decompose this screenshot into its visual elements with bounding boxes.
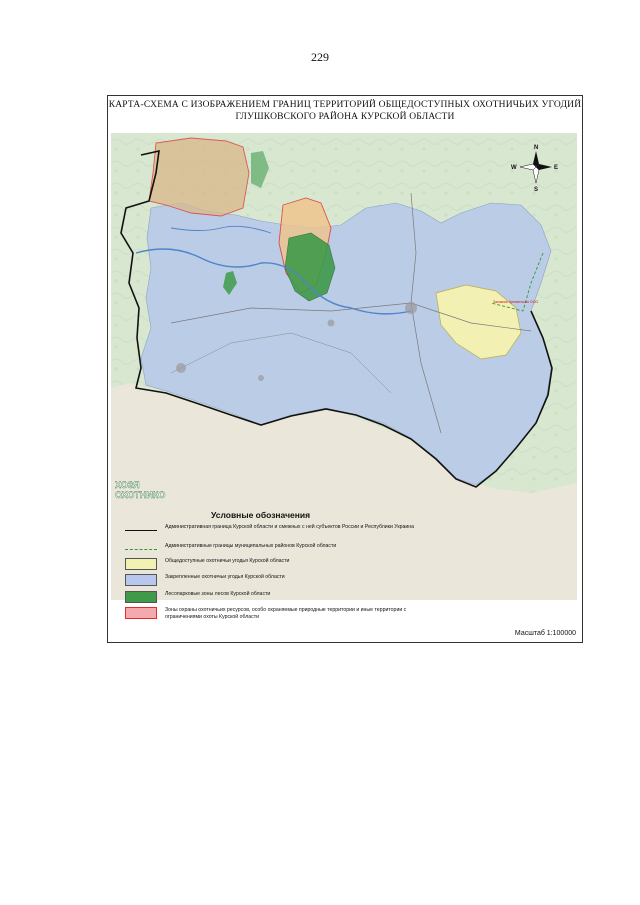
blue-swatch-icon bbox=[125, 574, 157, 586]
logo-line-1: ХОЗЯ bbox=[115, 480, 140, 490]
legend-title: Условные обозначения bbox=[211, 510, 311, 520]
legend-item-text: Зоны охраны охотничьих ресурсов, особо охраняемые природные территории и иные территории с ограничениями охоты Курской области bbox=[165, 607, 407, 620]
map-title-line-2: ГЛУШКОВСКОГО РАЙОНА КУРСКОЙ ОБЛАСТИ bbox=[235, 112, 455, 122]
reserve-label: Заказник Кременская ООО bbox=[493, 300, 539, 304]
legend-item-text: Общедоступные охотничьи угодья Курской области bbox=[165, 558, 290, 564]
legend-item-text: Лесопарковые зоны лесов Курской области bbox=[165, 591, 271, 597]
compass-south: S bbox=[534, 187, 539, 193]
yellow-swatch-icon bbox=[125, 558, 157, 570]
scale-label: Масштаб 1:100000 bbox=[514, 630, 576, 637]
settlement-central bbox=[328, 320, 335, 327]
protected-zone-northwest bbox=[149, 138, 249, 216]
legend-item-text: Закрепленные охотничьи угодья Курской области bbox=[165, 574, 285, 580]
compass-east: E bbox=[554, 165, 559, 171]
map-title bbox=[108, 99, 582, 123]
settlement-south bbox=[258, 375, 264, 381]
solid-line-symbol-icon bbox=[125, 530, 157, 531]
settlement-east bbox=[405, 302, 417, 314]
page-number: 229 bbox=[311, 50, 329, 64]
compass-north: N bbox=[534, 145, 539, 151]
map-frame bbox=[107, 95, 583, 643]
compass-west: W bbox=[511, 165, 517, 171]
settlement-west bbox=[176, 363, 186, 373]
legend-item-text: Административные границы муниципальных районов Курской области bbox=[165, 543, 337, 549]
logo-line-2: ОХОТНИКО bbox=[115, 490, 166, 500]
dashed-line-symbol-icon bbox=[125, 549, 157, 550]
map-title-line-1: КАРТА-СХЕМА С ИЗОБРАЖЕНИЕМ ГРАНИЦ ТЕРРИТОРИЙ ОБЩЕДОСТУПНЫХ ОХОТНИЧЬИХ УГОДИЙ bbox=[108, 100, 582, 110]
green-swatch-icon bbox=[125, 591, 157, 603]
legend-item-text: Административная граница Курской области и смежных с ней субъектов России и Республики Украина bbox=[165, 524, 415, 530]
red-swatch-icon bbox=[125, 607, 157, 619]
